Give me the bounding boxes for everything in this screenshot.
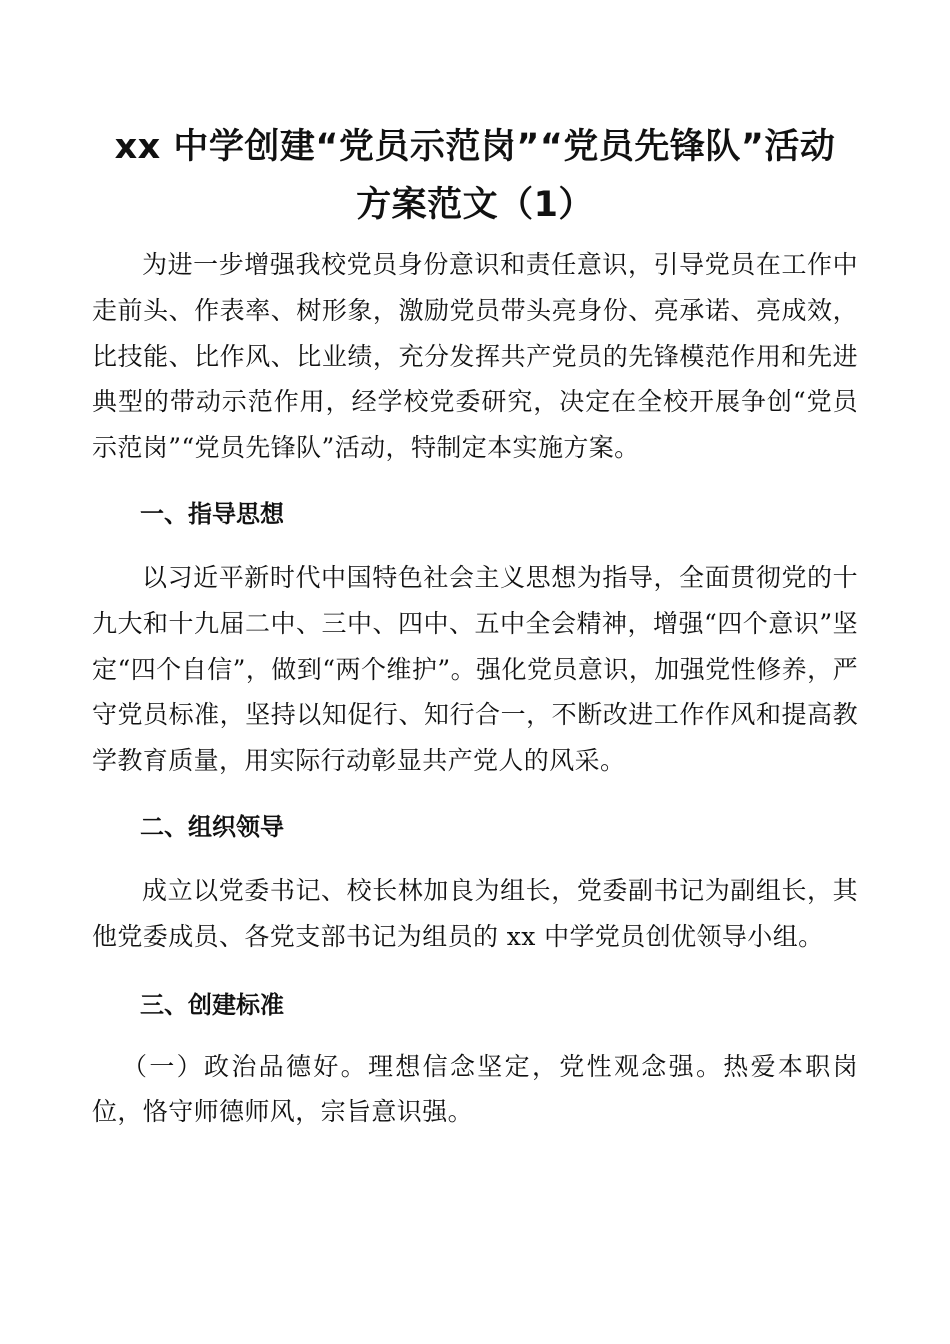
- section-heading-organization: 二、组织领导: [140, 812, 284, 841]
- section-body-guiding-ideology: 以习近平新时代中国特色社会主义思想为指导，全面贯彻党的十九大和十九届二中、三中、四中、五中全会精神，增强“四个意识”坚定“四个自信”，做到“两个维护”。强化党员意识，加强党性修养，严守党员标准，坚持以知促行、知行合一，不断改进工作作风和提高教学教育质量，用实际行动彰显共产党人的风采。: [92, 562, 858, 776]
- section-heading-guiding-ideology: 一、指导思想: [140, 499, 284, 528]
- section-heading-standards: 三、创建标准: [140, 990, 284, 1019]
- intro-paragraph: 为进一步增强我校党员身份意识和责任意识，引导党员在工作中走前头、作表率、树形象，激励党员带头亮身份、亮承诺、亮成效，比技能、比作风、比业绩，充分发挥共产党员的先锋模范作用和先进典型的带动示范作用，经学校党委研究，决定在全校开展争创“党员示范岗”“党员先锋队”活动，特制定本实施方案。: [92, 250, 858, 463]
- title-line-2: 方案范文（1）: [356, 185, 594, 225]
- section-body-standards: （一）政治品德好。理想信念坚定，党性观念强。热爱本职岗位，恪守师德师风，宗旨意识强。: [92, 1051, 858, 1127]
- title-line-1: xx 中学创建“党员示范岗”“党员先锋队”活动: [114, 127, 836, 167]
- section-body-organization: 成立以党委书记、校长林加良为组长，党委副书记为副组长，其他党委成员、各党支部书记为组员的 xx 中学党员创优领导小组。: [92, 875, 858, 951]
- document-title: [72, 118, 878, 234]
